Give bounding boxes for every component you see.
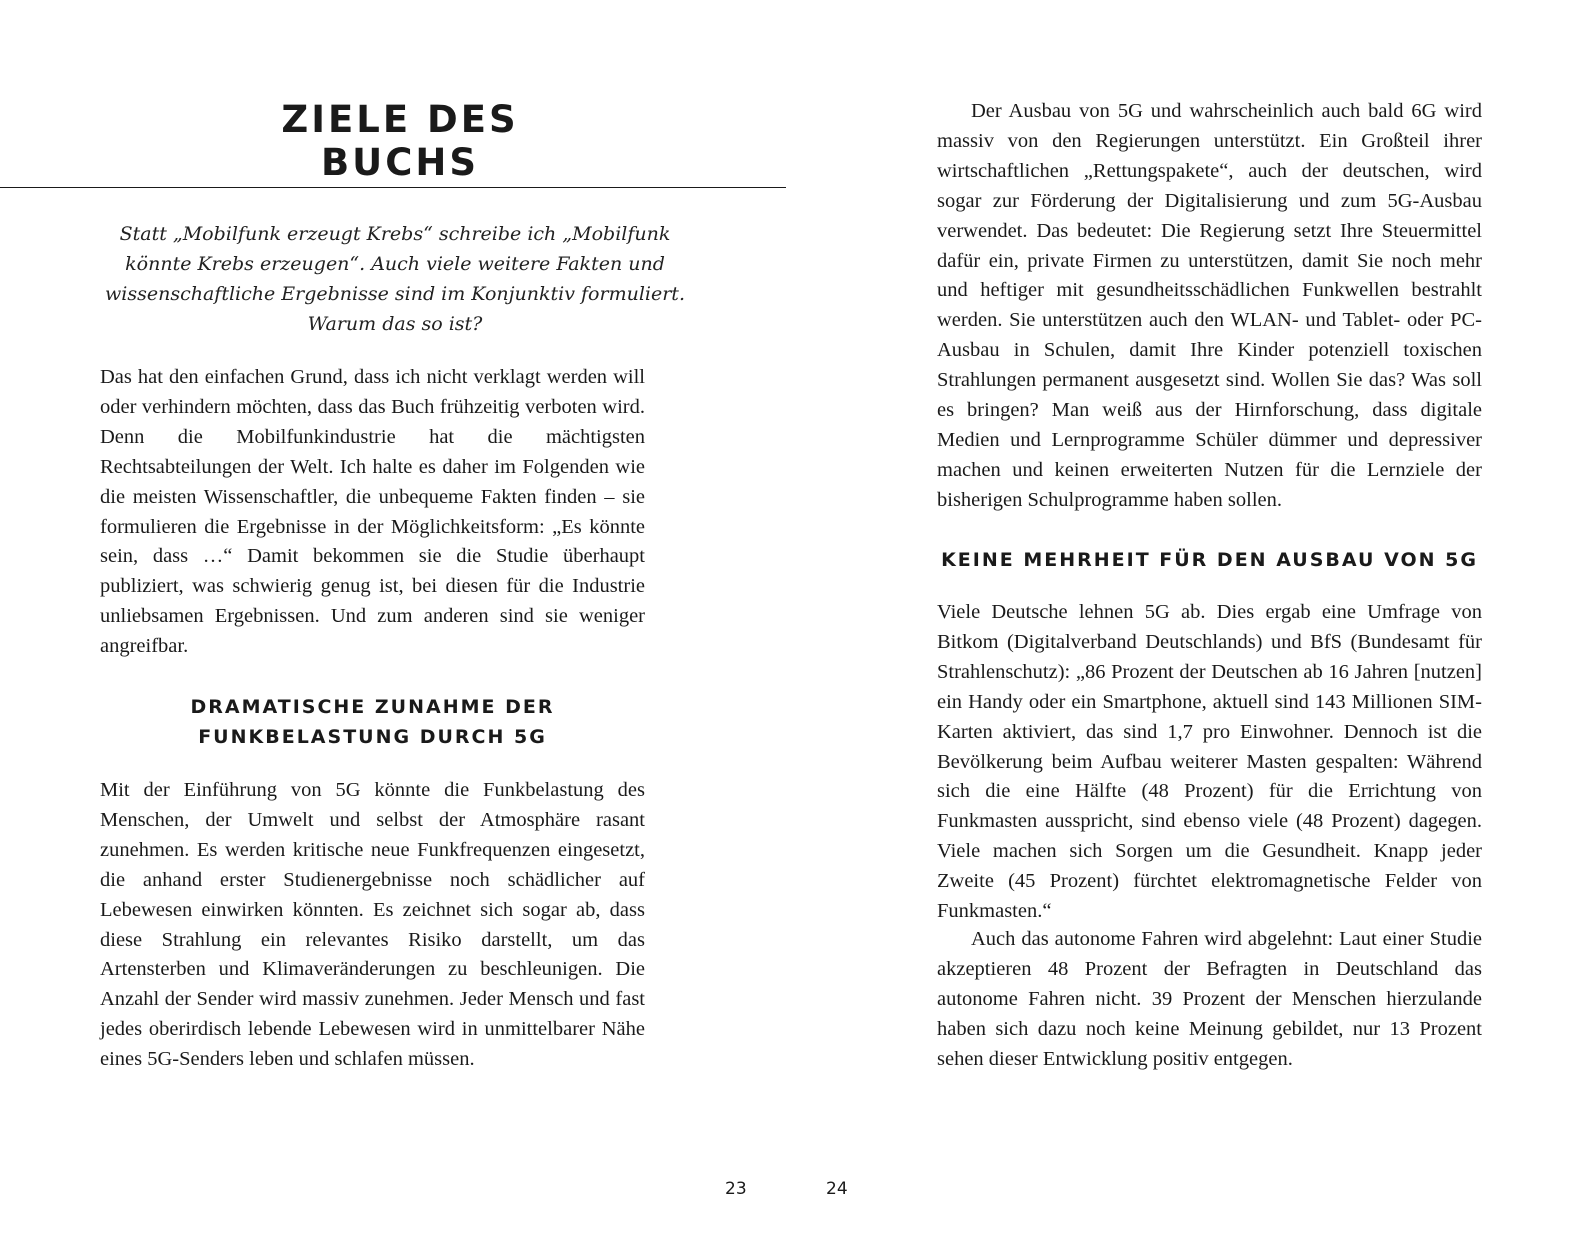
page-number-left: 23 xyxy=(725,1179,747,1199)
right-paragraph-1: Der Ausbau von 5G und wahrscheinlich auch bald 6G wird massiv von den Regierungen unterstützt. Ein Großteil ihrer wirtschaftlichen „Rettungspakete“, auch der deutschen, wird sogar zur Förderung der Digitalisierung und zum 5G-Ausbau verwendet. Das bedeutet: Die Regierung setzt Ihre Steuermittel dafür ein, private Firmen zu unterstützen, damit Sie noch mehr und heftiger mit gesundheitsschädlichen Funkwellen bestrahlt werden. Sie unterstützen auch den WLAN- und Tablet- oder PC-Ausbau in Schulen, damit Ihre Kinder potenziell toxischen Strahlungen permanent ausgesetzt sind. Wollen Sie das? Was soll es bringen? Man weiß aus der Hirnforschung, dass digitale Medien und Lernprogramme Schüler dümmer und depressiver machen und keinen erweiterten Nutzen für die Lernziele der bisherigen Schulprogramme haben sollen. xyxy=(937,100,1482,511)
title-divider xyxy=(0,187,786,188)
left-paragraph-2: Mit der Einführung von 5G könnte die Funkbelastung des Menschen, der Umwelt und selbst der Atmosphäre rasant zunehmen. Es werden kritische neue Funkfrequenzen eingesetzt, die anhand erster Studienergebnisse noch schädlicher auf Lebewesen einwirken könnten. Es zeichnet sich sogar ab, dass diese Strahlung ein relevantes Risiko darstellt, um das Artensterben und Klimaveränderungen zu beschleunigen. Die Anzahl der Sender wird massiv zunehmen. Jeder Mensch und fast jedes oberirdisch lebende Lebewesen wird in unmittelbarer Nähe eines 5G-Senders leben und schlafen müssen. xyxy=(100,779,645,1071)
left-subheading-line-1: DRAMATISCHE ZUNAHME DER xyxy=(190,696,555,718)
left-subheading-line-2: FUNKBELASTUNG DURCH 5G xyxy=(198,726,547,748)
right-paragraph-2: Viele Deutsche lehnen 5G ab. Dies ergab eine Umfrage von Bitkom (Digitalverband Deutschlands) und BfS (Bundesamt für Strahlenschutz): „86 Prozent der Deutschen ab 16 Jahren [nutzen] ein Handy oder ein Smartphone, aktuell sind 143 Millionen SIM-Karten aktiviert, das sind 1,7 pro Einwohner. Dennoch ist die Bevölkerung beim Aufbau weiterer Masten gespalten: Während sich die eine Hälfte (48 Prozent) für die Errichtung von Funkmasten ausspricht, sind ebenso viele (48 Prozent) dagegen. Viele machen sich Sorgen um die Gesundheit. Knapp jeder Zweite (45 Prozent) fürchtet elektromagnetische Felder von Funkmasten.“ xyxy=(937,601,1482,923)
chapter-title: ZIELE DES BUCHS xyxy=(281,98,519,184)
left-subheading xyxy=(100,692,645,752)
right-page xyxy=(797,0,1594,1240)
right-paragraph-3: Auch das autonome Fahren wird abgelehnt: Laut einer Studie akzeptieren 48 Prozent der Befragten in Deutschland das autonome Fahren nicht. 39 Prozent der Menschen hierzulande haben sich dazu noch keine Meinung gebildet, nur 13 Prozent sehen dieser Entwicklung positiv entgegen. xyxy=(937,928,1482,1070)
right-subheading: KEINE MEHRHEIT FÜR DEN AUSBAU VON 5G xyxy=(941,549,1478,571)
page-number-right: 24 xyxy=(826,1179,848,1199)
intro-paragraph: Statt „Mobilfunk erzeugt Krebs“ schreibe ich „Mobilfunk könnte Krebs erzeugen“. Auch viele weitere Fakten und wissenschaftliche Ergebnisse sind im Konjunktiv formuliert. Warum das so ist? xyxy=(105,223,685,335)
left-paragraph-1: Das hat den einfachen Grund, dass ich nicht verklagt werden will oder verhindern möchten, dass das Buch frühzeitig verboten wird. Denn die Mobilfunkindustrie hat die mächtigsten Rechtsabteilungen der Welt. Ich halte es daher im Folgenden wie die meisten Wissenschaftler, die unbequeme Fakten finden – sie formulieren die Ergebnisse in der Möglichkeitsform: „Es könnte sein, dass …“ Damit bekommen sie die Studie überhaupt publiziert, was schwierig genug ist, bei diesen für die Industrie unliebsamen Ergebnissen. Und zum anderen sind sie weniger angreifbar. xyxy=(100,366,645,658)
